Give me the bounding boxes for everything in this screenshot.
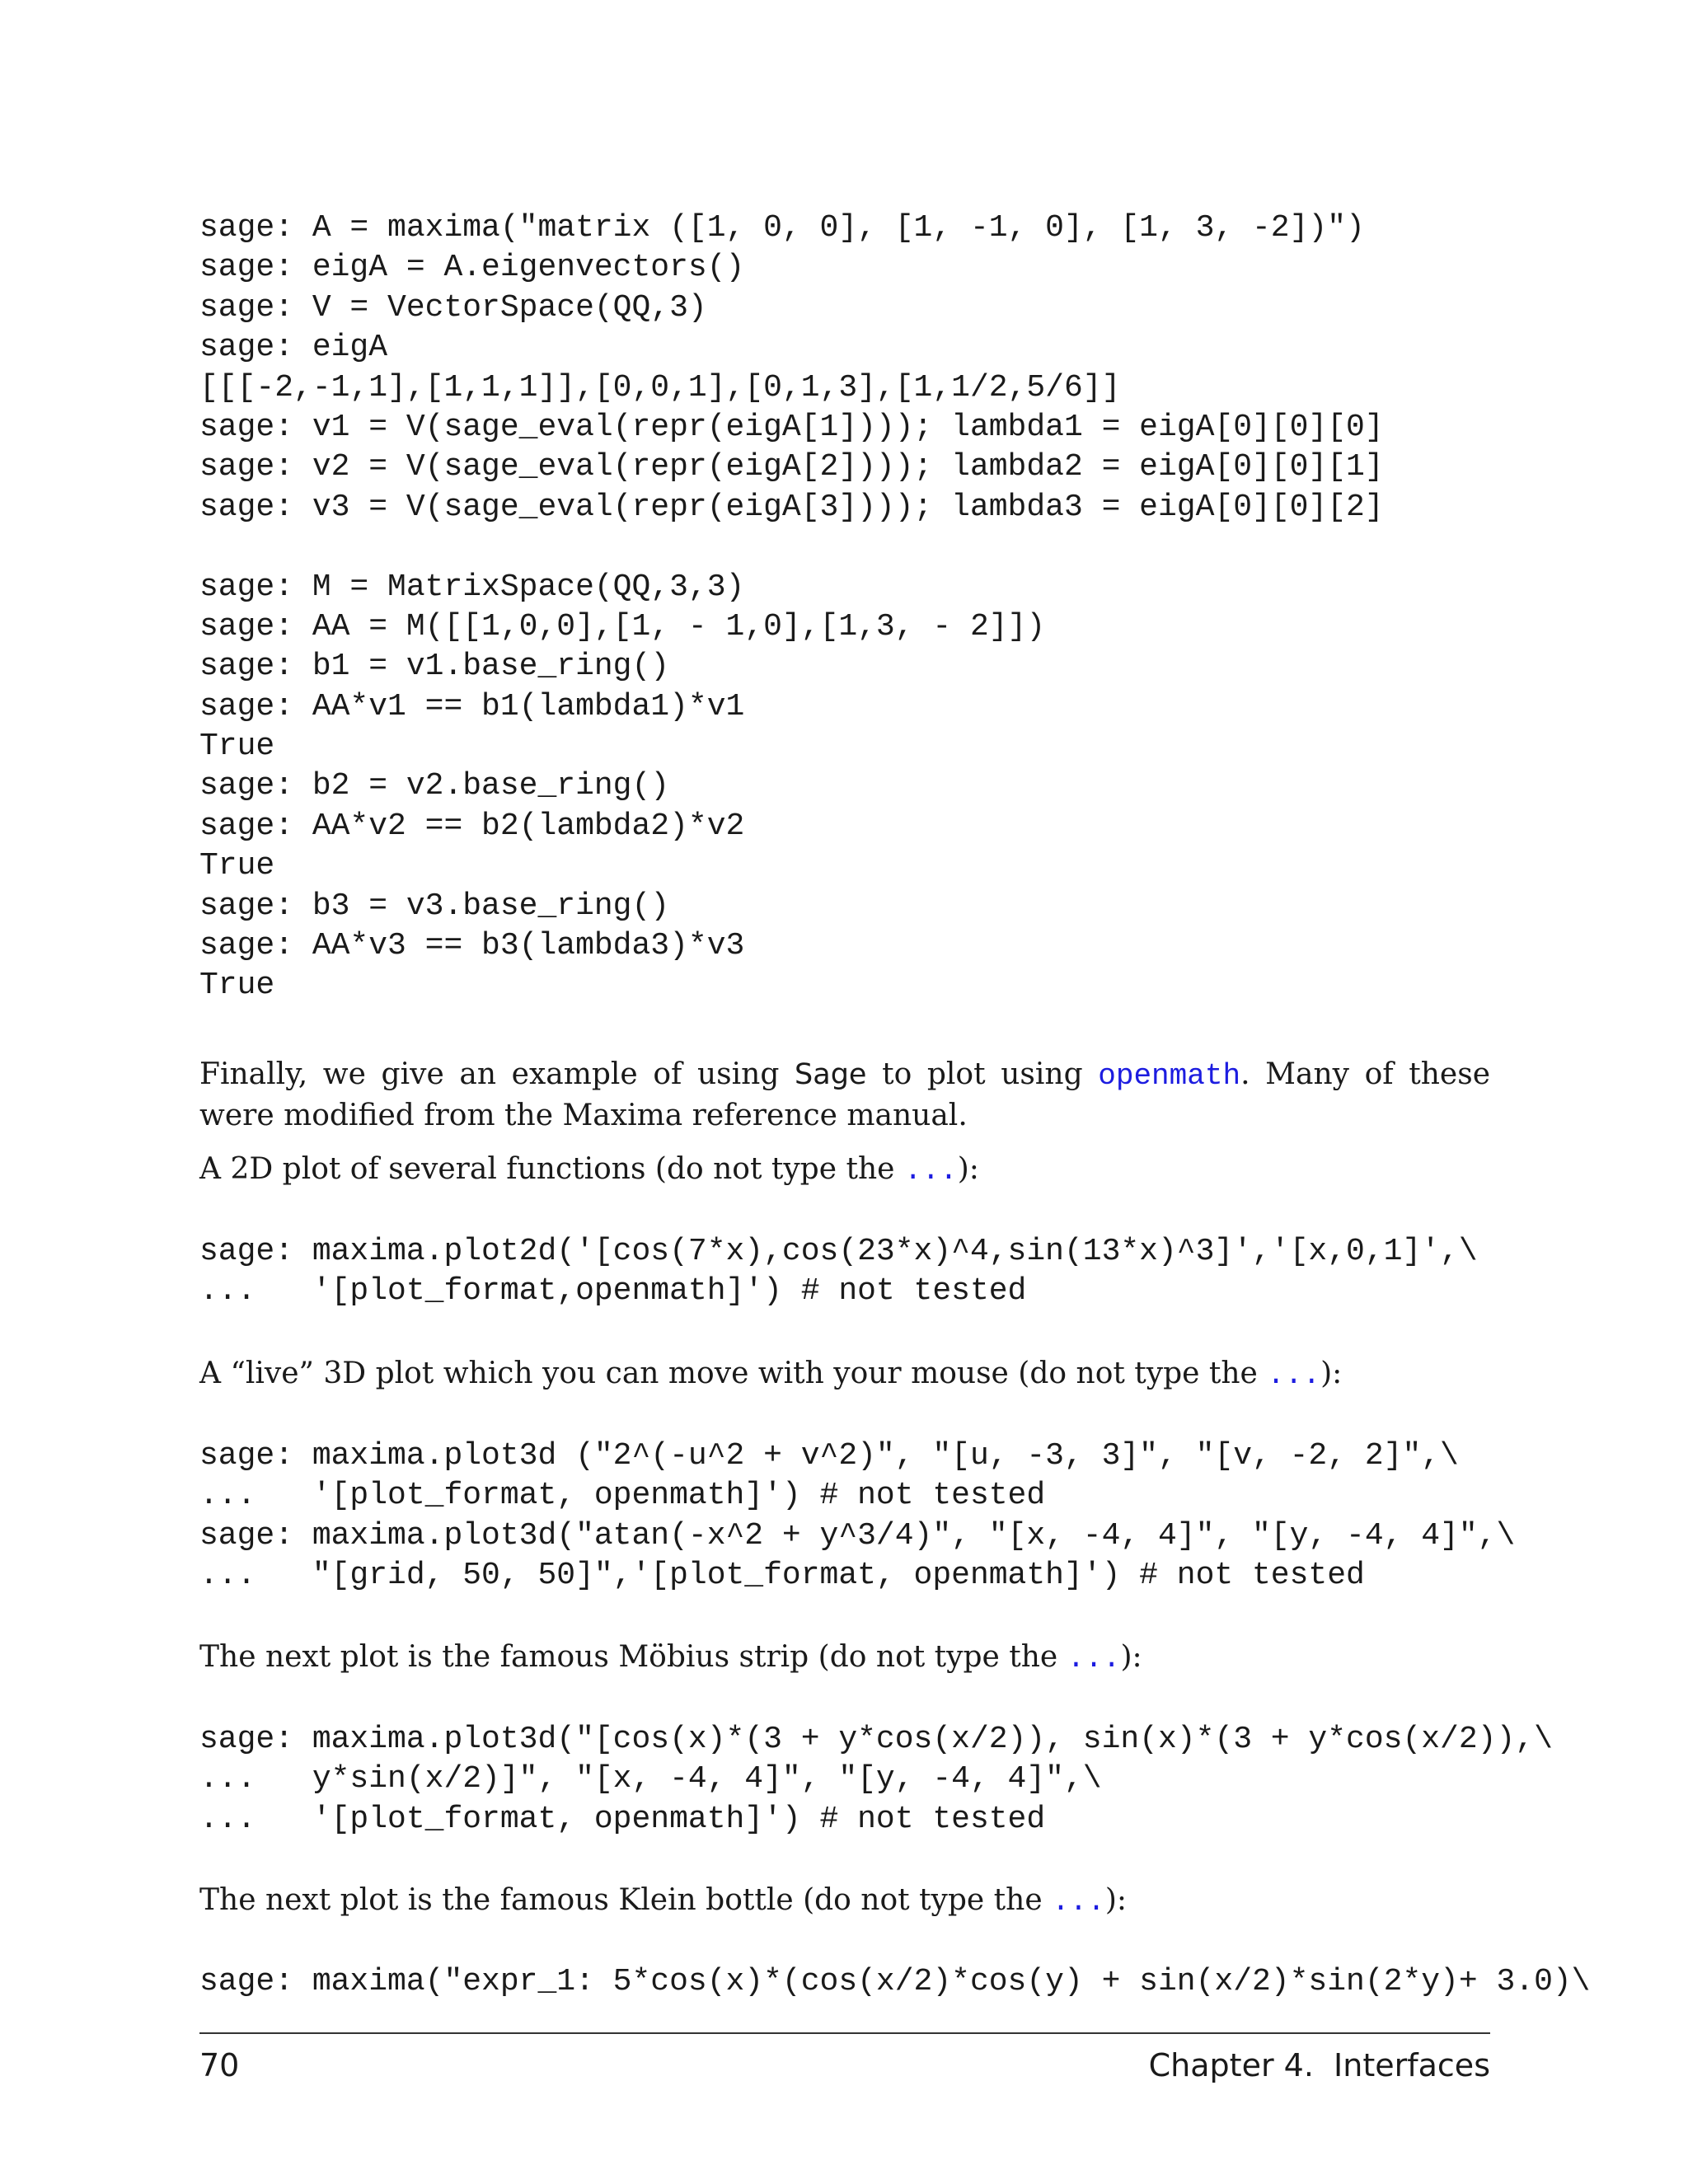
code-line: sage: b1 = v1.base_ring() — [199, 649, 670, 685]
code-line: sage: b2 = v2.base_ring() — [199, 768, 670, 804]
code-line: sage: eigA = A.eigenvectors() — [199, 250, 745, 286]
page-number: 70 — [199, 2047, 240, 2083]
sage-name: Sage — [795, 1058, 867, 1091]
code-block-eigenvectors — [199, 209, 1384, 1006]
code-line: True — [199, 729, 275, 765]
code-line: sage: AA = M([[1,0,0],[1, - 1,0],[1,3, - 2]]) — [199, 608, 1046, 644]
text: ): — [957, 1152, 979, 1186]
code-line: sage: v2 = V(sage_eval(repr(eigA[2]))); lambda2 = eigA[0][0][1] — [199, 449, 1384, 485]
code-line: sage: maxima.plot3d("[cos(x)*(3 + y*cos(x/2)), sin(x)*(3 + y*cos(x/2)),\ — [199, 1722, 1553, 1757]
code-line: sage: b3 = v3.base_ring() — [199, 888, 670, 924]
code-block-mobius — [199, 1720, 1553, 1840]
code-line: sage: maxima.plot3d("atan(-x^2 + y^3/4)", "[x, -4, 4]", "[y, -4, 4]",\ — [199, 1517, 1516, 1554]
text: A 2D plot of several functions (do not type the — [199, 1152, 904, 1186]
paragraph-klein — [199, 1881, 1490, 1922]
code-line: ... y*sin(x/2)]", "[x, -4, 4]", "[y, -4, 4]",\ — [199, 1761, 1102, 1797]
code-line: ... '[plot_format, openmath]') # not tested — [199, 1478, 1046, 1514]
text: ): — [1104, 1883, 1128, 1917]
code-line: ... '[plot_format,openmath]') # not tested — [199, 1273, 1027, 1310]
text: Finally, we give an example of using — [199, 1057, 795, 1091]
text: ): — [1120, 1640, 1142, 1674]
code-line: sage: AA*v3 == b3(lambda3)*v3 — [199, 928, 745, 964]
code-line: sage: AA*v2 == b2(lambda2)*v2 — [199, 808, 745, 844]
code-line: True — [199, 968, 275, 1004]
text: to plot using — [866, 1057, 1099, 1091]
text: ): — [1320, 1357, 1343, 1390]
paragraph-2d-plot — [199, 1150, 1490, 1191]
text: The next plot is the famous Klein bottle (do not type the — [199, 1883, 1053, 1917]
code-line: [[[-2,-1,1],[1,1,1]],[0,0,1],[0,1,3],[1,1/2,5/6]] — [199, 369, 1121, 405]
paragraph-mobius — [199, 1638, 1490, 1679]
paragraph-finally — [199, 1055, 1490, 1136]
code-line: sage: maxima("expr_1: 5*cos(x)*(cos(x/2)*cos(y) + sin(x/2)*sin(2*y)+ 3.0)\ — [199, 1964, 1591, 1999]
code-line: ... '[plot_format, openmath]') # not tested — [199, 1801, 1046, 1837]
code-line: sage: M = MatrixSpace(QQ,3,3) — [199, 569, 745, 605]
ellipsis-link[interactable]: ... — [1052, 1885, 1105, 1919]
text: . Many of these were modified from the Maxima reference manual. — [199, 1057, 1490, 1132]
code-line: ... "[grid, 50, 50]",'[plot_format, openmath]') # not tested — [199, 1558, 1365, 1594]
code-line: sage: AA*v1 == b1(lambda1)*v1 — [199, 688, 745, 724]
ellipsis-link[interactable]: ... — [1067, 1642, 1121, 1675]
code-line: sage: v1 = V(sage_eval(repr(eigA[1]))); lambda1 = eigA[0][0][0] — [199, 409, 1384, 445]
code-line: sage: V = VectorSpace(QQ,3) — [199, 289, 707, 326]
paragraph-3d-plot — [199, 1354, 1490, 1395]
code-line: sage: maxima.plot3d ("2^(-u^2 + v^2)", "[u, -3, 3]", "[v, -2, 2]",\ — [199, 1438, 1459, 1474]
footer-divider — [199, 2032, 1490, 2034]
code-line: True — [199, 848, 275, 884]
code-line: sage: eigA — [199, 330, 388, 366]
text: The next plot is the famous Möbius strip (do not type the — [199, 1640, 1067, 1674]
openmath-link[interactable]: openmath — [1098, 1059, 1241, 1093]
code-line — [199, 527, 1384, 567]
ellipsis-link[interactable]: ... — [903, 1154, 958, 1188]
code-line: sage: v3 = V(sage_eval(repr(eigA[3]))); lambda3 = eigA[0][0][2] — [199, 489, 1384, 525]
code-block-plot2d — [199, 1232, 1478, 1312]
code-block-klein — [199, 1962, 1590, 2002]
code-block-plot3d — [199, 1436, 1515, 1596]
code-line: sage: maxima.plot2d('[cos(7*x),cos(23*x)^4,sin(13*x)^3]','[x,0,1]',\ — [199, 1234, 1478, 1269]
code-line: sage: A = maxima("matrix ([1, 0, 0], [1, -1, 0], [1, 3, -2])") — [199, 210, 1365, 246]
chapter-title: Chapter 4. Interfaces — [1148, 2047, 1490, 2083]
text: A “live” 3D plot which you can move with your mouse (do not type the — [199, 1357, 1268, 1390]
ellipsis-link[interactable]: ... — [1267, 1358, 1321, 1392]
